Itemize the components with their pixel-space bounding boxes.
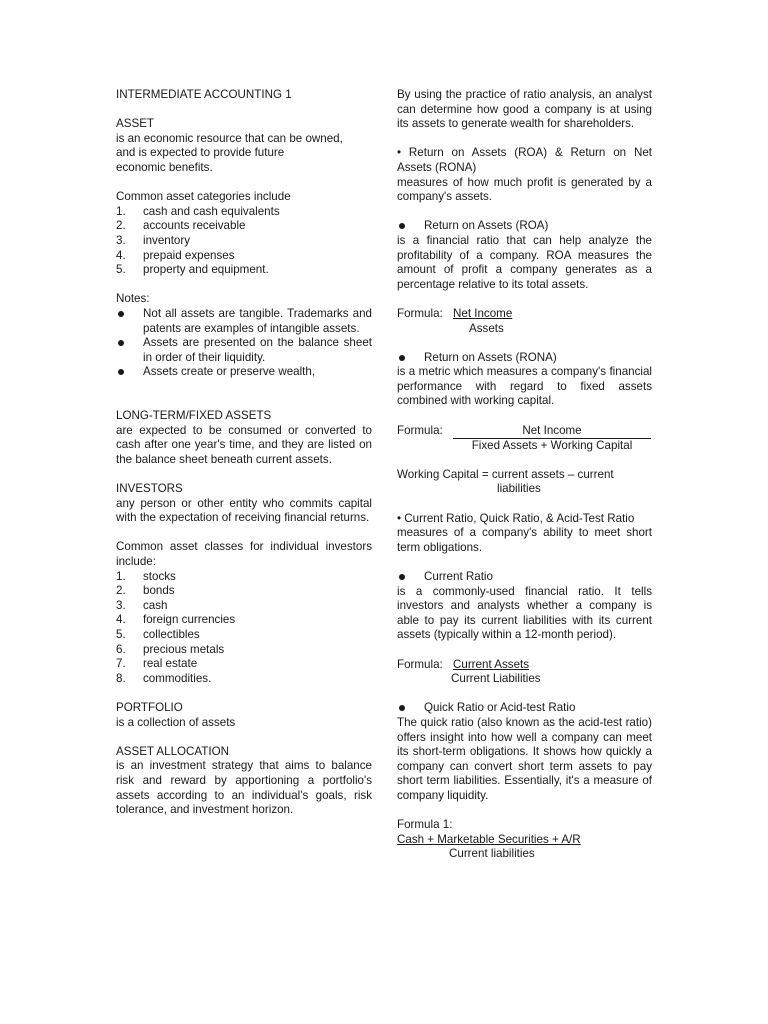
current-ratio-formula	[397, 658, 652, 673]
list-item: Assets are presented on the balance sheet in order of their liquidity.	[116, 336, 372, 365]
quick-ratio-definition: The quick ratio (also known as the acid-test ratio) offers insight into how well a company can meet its short-term obligations. It shows how quickly a company can convert short term assets to pay short term liabilities. Essentially, it's a measure of company liquidity.	[397, 715, 652, 802]
notes-heading: Notes:	[116, 292, 150, 306]
formula-denominator: Current liabilities	[449, 847, 535, 861]
list-item: 7. real estate	[116, 657, 198, 671]
list-item: 8. commodities.	[116, 671, 212, 685]
formula-numerator: Net Income	[453, 424, 651, 439]
list-item: 6. precious metals	[116, 642, 225, 656]
list-item: 5. collectibles	[116, 627, 200, 641]
list-item: 2. bonds	[116, 584, 175, 598]
roa-rona-heading: • Return on Assets (ROA) & Return on Net Assets (RONA)	[397, 146, 652, 174]
formula-label: Formula:	[397, 306, 443, 320]
bullet-icon	[399, 705, 405, 711]
asset-allocation-definition: is an investment strategy that aims to balance risk and reward by apportioning a portfolio's assets according to an individual's goals, risk tolerance, and investment horizon.	[116, 759, 372, 817]
current-quick-heading: • Current Ratio, Quick Ratio, & Acid-Test Ratio	[397, 511, 635, 525]
bullet-icon	[399, 223, 405, 229]
portfolio-definition: is a collection of assets	[116, 715, 236, 729]
bullet-icon	[118, 311, 124, 317]
formula-numerator: Net Income	[453, 306, 513, 320]
asset-definition-line: is an economic resource that can be owned,	[116, 131, 343, 145]
asset-definition-line: economic benefits.	[116, 160, 213, 174]
list-item: 1. stocks	[116, 569, 176, 583]
formula-numerator: Cash + Marketable Securities + A/R	[397, 832, 581, 846]
long-term-assets-heading: LONG-TERM/FIXED ASSETS	[116, 409, 272, 423]
formula-numerator: Current Assets	[453, 657, 530, 671]
investors-heading: INVESTORS	[116, 482, 183, 496]
bullet-icon	[118, 369, 124, 375]
working-capital-line: Working Capital = current assets – current	[397, 467, 614, 481]
list-item: Not all assets are tangible. Trademarks and patents are examples of intangible assets.	[116, 307, 372, 336]
right-column	[397, 88, 652, 862]
formula-label: Formula 1:	[397, 818, 453, 832]
list-item: 3. inventory	[116, 233, 191, 247]
list-item: 4. prepaid expenses	[116, 248, 235, 262]
list-item: 4. foreign currencies	[116, 613, 236, 627]
asset-categories-list	[116, 205, 372, 278]
formula-denominator: Current Liabilities	[451, 672, 541, 686]
ratio-analysis-intro: By using the practice of ratio analysis, an analyst can determine how good a company is at using its assets to generate wealth for shareholders.	[397, 88, 652, 131]
portfolio-heading: PORTFOLIO	[116, 700, 183, 714]
bullet-icon	[118, 340, 124, 346]
asset-allocation-heading: ASSET ALLOCATION	[116, 744, 229, 758]
asset-classes-list	[116, 570, 372, 687]
document-title: INTERMEDIATE ACCOUNTING 1	[116, 88, 292, 101]
roa-rona-definition: measures of how much profit is generated by a company's assets.	[397, 175, 652, 204]
formula-fraction	[453, 424, 651, 454]
roa-formula	[397, 307, 652, 322]
list-item: 3. cash	[116, 598, 168, 612]
current-ratio-heading: Current Ratio	[397, 570, 652, 585]
list-item: Assets create or preserve wealth,	[116, 365, 372, 380]
asset-classes-intro: Common asset classes for individual investors include:	[116, 540, 372, 568]
formula-label: Formula:	[397, 423, 443, 437]
list-item: 5. property and equipment.	[116, 263, 269, 277]
rona-definition: is a metric which measures a company's financial performance with regard to fixed assets combined with working capital.	[397, 365, 652, 408]
asset-heading: ASSET	[116, 117, 155, 131]
left-column	[116, 88, 372, 818]
rona-formula	[397, 424, 652, 454]
bullet-icon	[399, 355, 405, 361]
list-item: 1. cash and cash equivalents	[116, 204, 280, 218]
formula-label: Formula:	[397, 657, 443, 671]
formula-denominator: Fixed Assets + Working Capital	[471, 438, 633, 452]
quick-ratio-heading: Quick Ratio or Acid-test Ratio	[397, 701, 652, 716]
notes-list	[116, 307, 372, 380]
asset-categories-intro: Common asset categories include	[116, 190, 291, 204]
roa-heading: Return on Assets (ROA)	[397, 219, 652, 234]
formula-denominator: Assets	[469, 321, 504, 335]
list-item: 2. accounts receivable	[116, 219, 246, 233]
asset-definition-line: and is expected to provide future	[116, 146, 285, 160]
roa-definition: is a financial ratio that can help analyze the profitability of a company. ROA measures the amount of profit a company generates as a percentage relative to its total assets.	[397, 233, 652, 291]
working-capital-line: liabilities	[497, 482, 541, 496]
current-quick-definition: measures of a company's ability to meet short term obligations.	[397, 526, 652, 554]
long-term-assets-definition: are expected to be consumed or converted to cash after one year's time, and they are listed on the balance sheet beneath current assets.	[116, 423, 372, 466]
investors-definition: any person or other entity who commits capital with the expectation of receiving financial returns.	[116, 496, 372, 525]
bullet-icon	[399, 574, 405, 580]
rona-heading: Return on Assets (RONA)	[397, 351, 652, 366]
current-ratio-definition: is a commonly-used financial ratio. It tells investors and analysts whether a company is able to pay its current liabilities with its current assets (typically within a 12-month period).	[397, 584, 652, 642]
